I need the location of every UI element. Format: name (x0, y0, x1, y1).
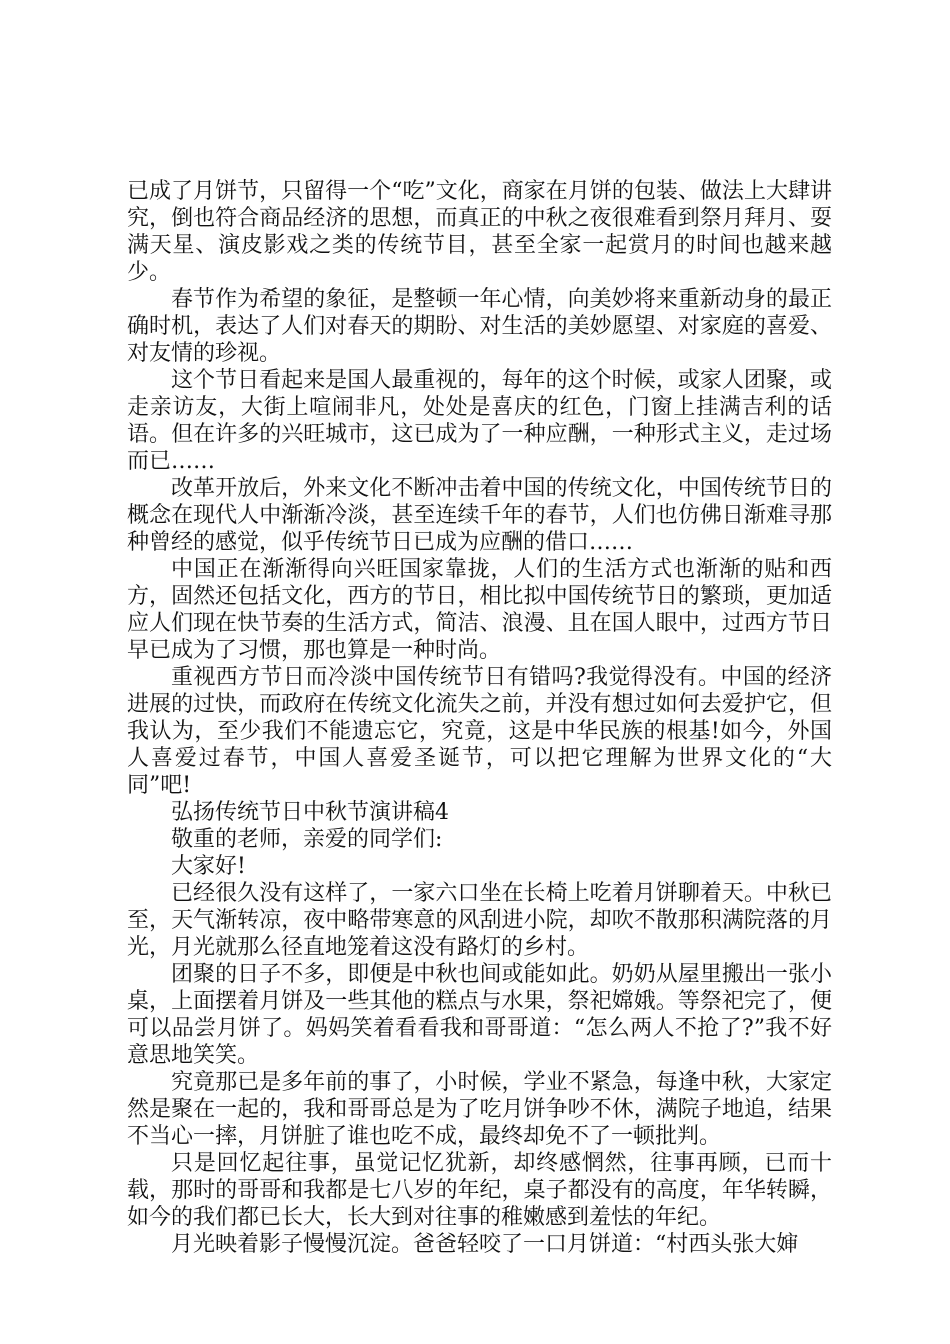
salutation: 敬重的老师，亲爱的同学们: (171, 827, 443, 852)
paragraph: 春节作为希望的象征，是整顿一年心情，向美妙将来重新动身的最正确时机，表达了人们对春天的期盼、对生活的美妙愿望、对家庭的喜爱、对友情的珍视。 (127, 287, 832, 366)
paragraph: 中国正在渐渐得向兴旺国家靠拢，人们的生活方式也渐渐的贴和西方，固然还包括文化，西方的节日，相比拟中国传统节日的繁琐，更加适应人们现在快节奏的生活方式，简洁、浪漫、且在国人眼中，过西方节日早已成为了习惯，那也算是一种时尚。 (127, 557, 832, 663)
greeting: 大家好! (171, 854, 246, 879)
paragraph: 重视西方节日而冷淡中国传统节日有错吗?我觉得没有。中国的经济进展的过快，而政府在传统文化流失之前，并没有想过如何去爱护它，但我认为，至少我们不能遗忘它，究竟，这是中华民族的根基!如今，外国人喜爱过春节，中国人喜爱圣诞节，可以把它理解为世界文化的“大同”吧! (127, 665, 832, 798)
section-heading: 弘扬传统节日中秋节演讲稿4 (171, 800, 449, 825)
paragraph: 改革开放后，外来文化不断冲击着中国的传统文化，中国传统节日的概念在现代人中渐渐冷淡，甚至连续千年的春节，人们也仿佛日渐难寻那种曾经的感觉，似乎传统节日已成为应酬的借口…… (127, 476, 832, 555)
paragraph: 月光映着影子慢慢沉淀。爸爸轻咬了一口月饼道：“村西头张大婶 (171, 1232, 799, 1257)
paragraph: 只是回忆起往事，虽觉记忆犹新，却终感惘然，往事再顾，已而十载，那时的哥哥和我都是七八岁的年纪，桌子都没有的高度，年华转瞬，如今的我们都已长大，长大到对往事的稚嫩感到羞怯的年纪。 (127, 1151, 832, 1230)
paragraph: 已成了月饼节，只留得一个“吃”文化，商家在月饼的包装、做法上大肆讲究，倒也符合商品经济的思想，而真正的中秋之夜很难看到祭月拜月、耍满天星、演皮影戏之类的传统节目，甚至全家一起赏月的时间也越来越少。 (127, 179, 832, 285)
paragraph: 究竟那已是多年前的事了，小时候，学业不紧急，每逢中秋，大家定然是聚在一起的，我和哥哥总是为了吃月饼争吵不休，满院子地追，结果不当心一摔，月饼脏了谁也吃不成，最终却免不了一顿批判。 (127, 1070, 832, 1149)
paragraph: 已经很久没有这样了，一家六口坐在长椅上吃着月饼聊着天。中秋已至，天气渐转凉，夜中略带寒意的风刮进小院，却吹不散那积满院落的月光，月光就那么径直地笼着这没有路灯的乡村。 (127, 881, 832, 960)
paragraph: 这个节日看起来是国人最重视的，每年的这个时候，或家人团聚，或走亲访友，大街上喧闹非凡，处处是喜庆的红色，门窗上挂满吉利的话语。但在许多的兴旺城市，这已成为了一种应酬，一种形式主义，走过场而已…… (127, 368, 832, 474)
paragraph: 团聚的日子不多，即便是中秋也间或能如此。奶奶从屋里搬出一张小桌，上面摆着月饼及一些其他的糕点与水果，祭祀嫦娥。等祭祀完了，便可以品尝月饼了。妈妈笑着看看我和哥哥道：“怎么两人不抢了?”我不好意思地笑笑。 (127, 962, 832, 1068)
document-body (127, 178, 832, 1258)
